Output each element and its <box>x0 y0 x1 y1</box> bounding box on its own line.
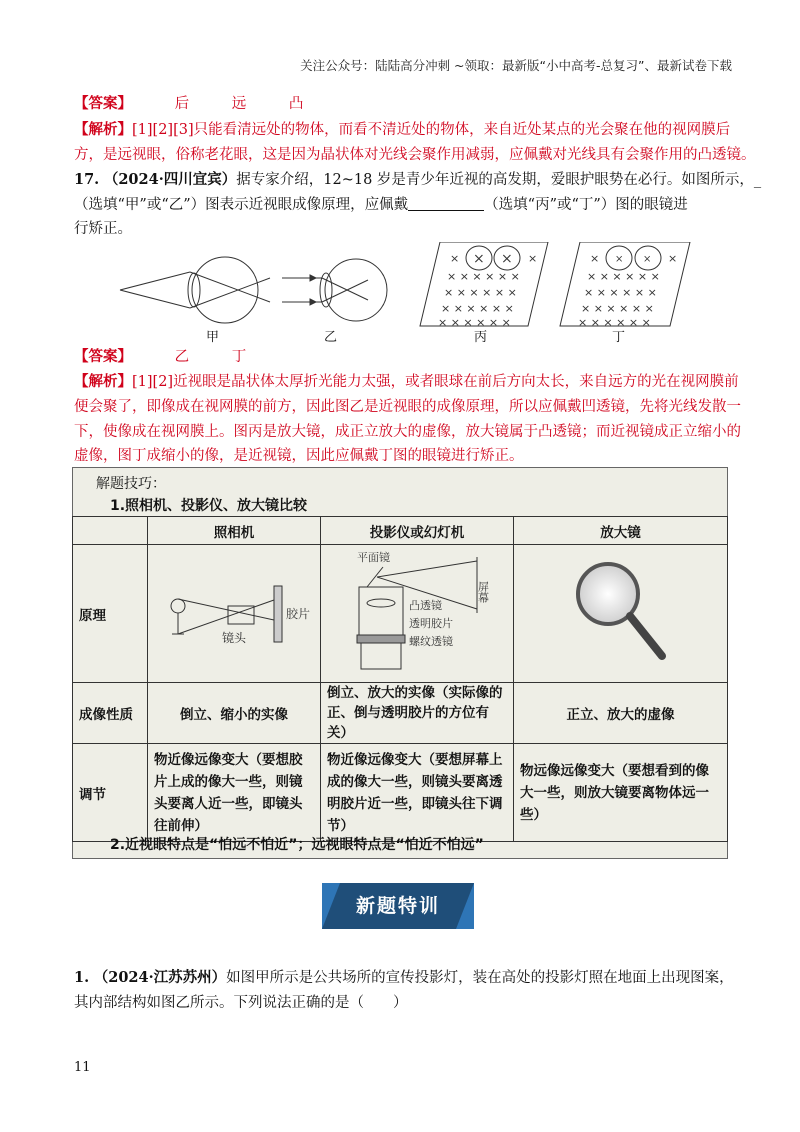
q17-analysis-line: 便会聚了，即像成在视网膜的前方，因此图乙是近视眼的成像原理，所以应佩戴凹透镜，先将光线发散一 <box>74 399 741 415</box>
question-text: 如图甲所示是公共场所的宣传投影灯，装在高处的投影灯照在地面上出现图案， <box>226 970 734 986</box>
figure-label: 乙 <box>324 330 338 345</box>
mirror-label: 平面镜 <box>357 550 390 564</box>
newq1-line2: 其内部结构如图乙所示。下列说法正确的是（ ） <box>74 995 408 1011</box>
svg-text:×: × <box>668 252 678 265</box>
svg-text:×: × <box>501 251 513 267</box>
row-header: 调节 <box>73 744 148 842</box>
svg-text:× × × × × ×: × × × × × × <box>447 270 520 283</box>
tips-title: 解题技巧： <box>96 476 166 492</box>
q17-analysis-line: 虚像，图丁成缩小的像，是近视镜，因此应佩戴丁图的眼镜进行矫正。 <box>74 448 524 464</box>
tips-subtitle: 1.照相机、投影仪、放大镜比较 <box>110 498 308 514</box>
q16-analysis-line <box>74 118 730 142</box>
table-row <box>73 683 728 744</box>
analysis-text: [1][2]近视眼是晶状体太厚折光能力太强，或者眼球在前后方向太长，来自远方的光在视网膜前 <box>132 374 739 390</box>
answer-item: 远 <box>231 96 247 112</box>
blank[interactable] <box>408 194 484 211</box>
svg-text:×: × <box>473 251 485 267</box>
svg-text:× × × × × ×: × × × × × × <box>587 270 660 283</box>
page-header: 关注公众号：陆陆高分冲刺 ~领取：最新版“小中高考-总复习”、最新试卷下载 <box>300 58 732 73</box>
answer-item: 凸 <box>288 96 304 112</box>
analysis-label: 【解析】 <box>74 373 132 390</box>
figure-yi-eye <box>282 259 387 321</box>
figure-jia-eye <box>120 257 270 323</box>
question-text: （选填“丙”或“丁”）图的眼镜进 <box>484 197 688 213</box>
svg-text:× × × × × ×: × × × × × × <box>581 302 654 315</box>
magnifier-diagram <box>566 552 676 672</box>
camera-diagram <box>154 562 314 662</box>
answer-label: 【答案】 <box>74 95 132 112</box>
question-text: 据专家介绍，12~18 岁是青少年近视的高发期，爱眼护眼势在必行。如图所示，_ <box>236 172 762 188</box>
figure-label: 丁 <box>612 330 626 345</box>
table-cell: 倒立、放大的实像（实际像的正、倒与透明胶片的方位有关） <box>321 683 514 744</box>
svg-text:×: × <box>528 252 538 265</box>
lens-label: 镜头 <box>222 630 247 645</box>
table-row <box>73 545 728 683</box>
question-source: （2024·四川宜宾） <box>103 171 237 188</box>
newq1-line1 <box>74 966 734 990</box>
projector-diagram <box>327 547 507 677</box>
svg-text:× × × × × ×: × × × × × × <box>438 316 511 329</box>
projector-diagram-cell <box>321 545 514 683</box>
camera-diagram-cell <box>148 545 321 683</box>
analysis-label: 【解析】 <box>74 121 132 138</box>
screen-label: 屏幕 <box>476 580 490 603</box>
magnifier-diagram-cell <box>514 545 728 683</box>
table-header-row <box>73 517 728 545</box>
fresnel-label: 螺纹透镜 <box>409 634 453 648</box>
analysis-text: [1][2][3]只能看清远处的物体，而看不清近处的物体，来自近处某点的光会聚在他的视网膜后 <box>132 122 731 138</box>
row-header: 成像性质 <box>73 683 148 744</box>
column-header: 放大镜 <box>514 517 728 545</box>
figure-label: 甲 <box>206 330 220 345</box>
tips-note: 2.近视眼特点是“怕远不怕近”；远视眼特点是“怕近不怕远” <box>110 837 484 853</box>
svg-text:×: × <box>450 252 460 265</box>
table-cell: 倒立、缩小的实像 <box>148 683 321 744</box>
q17-stem-line1 <box>74 168 761 192</box>
column-header: 投影仪或幻灯机 <box>321 517 514 545</box>
svg-text:× × × × × ×: × × × × × × <box>444 286 517 299</box>
table-cell: 物远像远像变大（要想看到的像大一些，则放大镜要离物体远一些） <box>514 744 728 842</box>
page-number: 11 <box>74 1060 91 1075</box>
svg-text:× × × × × ×: × × × × × × <box>578 316 651 329</box>
row-header: 原理 <box>73 545 148 683</box>
q17-analysis-line <box>74 370 739 394</box>
film-label: 胶片 <box>286 606 311 621</box>
question-source: （2024·江苏苏州） <box>93 969 227 986</box>
q16-analysis-line: 方，是远视眼，俗称老花眼，这是因为晶状体对光线会聚作用减弱，应佩戴对光线具有会聚作用的凸透镜。 <box>74 147 756 163</box>
answer-label: 【答案】 <box>74 348 132 365</box>
question-text: （选填“甲”或“乙”）图表示近视眼成像原理，应佩戴 <box>74 197 409 213</box>
q17-answer <box>74 345 246 369</box>
comparison-table <box>72 516 728 842</box>
answer-item: 丁 <box>231 349 247 365</box>
svg-text:×: × <box>590 252 600 265</box>
answer-item: 乙 <box>174 349 190 365</box>
svg-text:×: × <box>615 254 624 265</box>
q17-stem-line3: 行矫正。 <box>74 221 132 237</box>
q16-answer <box>74 92 303 116</box>
figure-label: 丙 <box>474 330 488 345</box>
slide-label: 透明胶片 <box>409 616 453 630</box>
table-row <box>73 744 728 842</box>
svg-text:× × × × × ×: × × × × × × <box>584 286 657 299</box>
q17-stem-line2 <box>74 193 688 217</box>
svg-text:×: × <box>643 254 652 265</box>
question-number: 17. <box>74 171 100 188</box>
q17-analysis-line: 下，使像成在视网膜上。图丙是放大镜，成正立放大的虚像，放大镜属于凸透镜；而近视镜成正立缩小的 <box>74 424 741 440</box>
table-cell: 物近像远像变大（要想胶片上成的像大一些，则镜头要离人近一些，即镜头往前伸） <box>148 744 321 842</box>
answer-item: 后 <box>174 96 190 112</box>
table-cell: 物近像远像变大（要想屏幕上成的像大一些，则镜头要离透明胶片近一些，即镜头往下调节） <box>321 744 514 842</box>
svg-text:× × × × × ×: × × × × × × <box>441 302 514 315</box>
convex-label: 凸透镜 <box>409 598 442 612</box>
table-cell: 正立、放大的虚像 <box>514 683 728 744</box>
column-header: 照相机 <box>148 517 321 545</box>
question-number: 1. <box>74 969 90 986</box>
banner-title: 新题特训 <box>355 895 440 917</box>
